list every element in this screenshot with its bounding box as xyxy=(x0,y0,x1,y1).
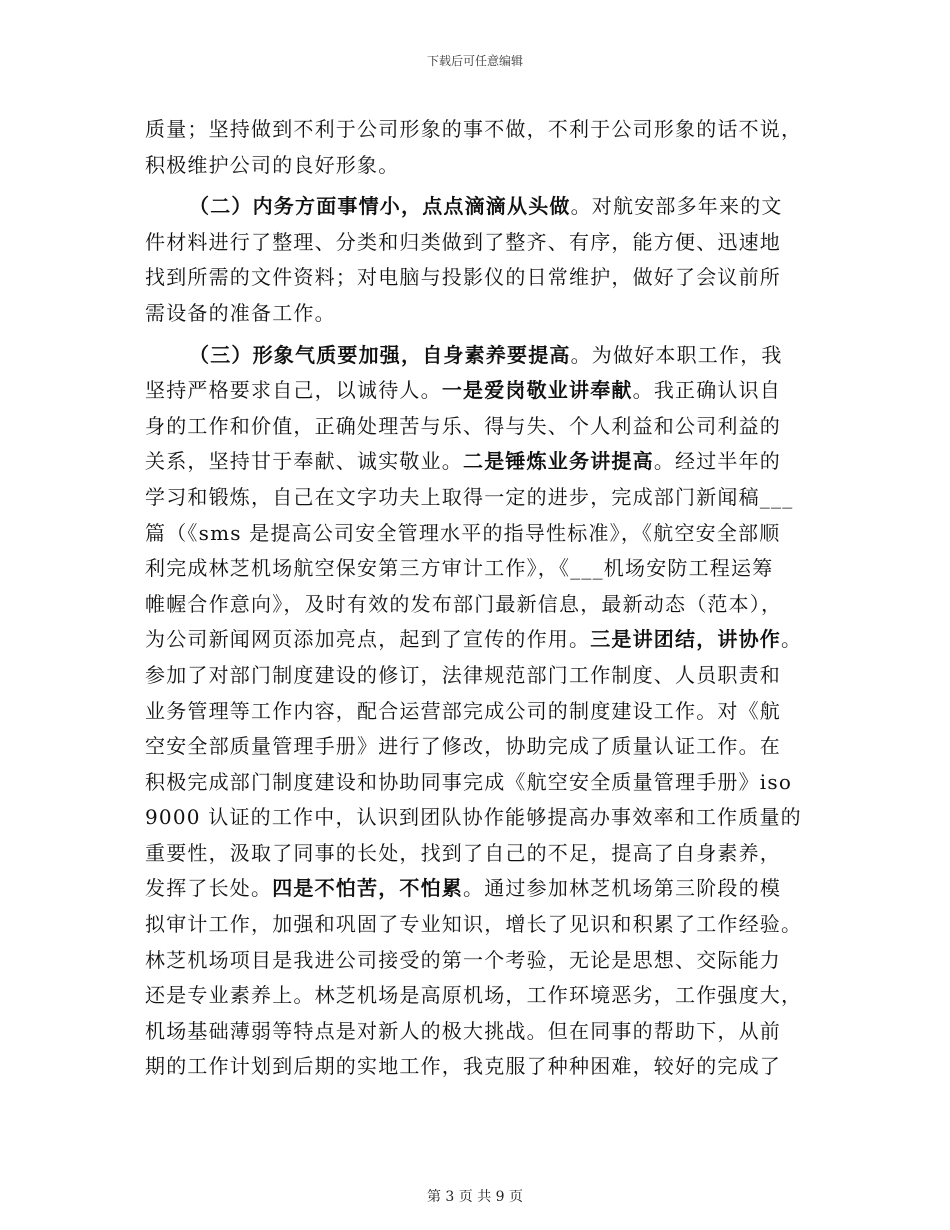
text-line xyxy=(145,409,815,445)
text-line xyxy=(145,296,815,332)
text-line xyxy=(145,112,815,148)
text-line xyxy=(145,658,815,694)
text-line xyxy=(145,836,815,872)
text-run: 需设备的准备工作。 xyxy=(145,300,336,325)
text-run: 发挥了长处。 xyxy=(145,876,273,901)
text-line xyxy=(145,765,815,801)
bold-text: 三是讲团结，讲协作 xyxy=(590,627,782,652)
text-line xyxy=(145,622,815,658)
bold-text: （二）内务方面事情小，点点滴滴从头做 xyxy=(189,194,571,219)
text-run: 身的工作和价值，正确处理苦与乐、得与失、个人利益和公司利益的 xyxy=(145,413,781,438)
text-run: 。对航安部多年来的文 xyxy=(570,194,783,219)
text-run: 利完成林芝机场航空保安第三方审计工作》，《___机场安防工程运筹 xyxy=(145,556,774,581)
text-line xyxy=(145,943,815,979)
text-run: 积极完成部门制度建设和协助同事完成《航空安全质量管理手册》iso xyxy=(145,769,793,794)
text-line xyxy=(145,729,815,765)
text-line xyxy=(145,800,815,836)
text-line xyxy=(145,907,815,943)
text-line xyxy=(145,694,815,730)
text-run: 期的工作计划到后期的实地工作，我克服了种种困难，较好的完成了 xyxy=(145,1054,781,1079)
text-line xyxy=(145,587,815,623)
bold-text: 二是锤炼业务讲提高 xyxy=(463,449,654,474)
text-line xyxy=(145,978,815,1014)
text-run: 机场基础薄弱等特点是对新人的极大挑战。但在同事的帮助下，从前 xyxy=(145,1018,781,1043)
text-run: 空安全部质量管理手册》进行了修改，协助完成了质量认证工作。在 xyxy=(145,734,781,759)
page-footer xyxy=(0,1186,950,1206)
text-line xyxy=(145,516,815,552)
text-line xyxy=(145,260,815,296)
text-run: 为公司新闻网页添加亮点，起到了宣传的作用。 xyxy=(145,627,591,652)
text-run: 。 xyxy=(781,627,803,652)
text-run: 坚持严格要求自己，以诚待人。 xyxy=(145,378,442,403)
text-run: 拟审计工作，加强和巩固了专业知识，增长了见识和积累了工作经验。 xyxy=(145,912,803,937)
text-run: 林芝机场项目是我进公司接受的第一个考验，无论是思想、交际能力 xyxy=(145,947,781,972)
text-run: 。通过参加林芝机场第三阶段的模 xyxy=(463,876,782,901)
bold-text: （三）形象气质要加强，自身素养要提高 xyxy=(189,342,571,367)
text-line xyxy=(145,148,815,184)
text-run: 还是专业素养上。林芝机场是高原机场，工作环境恶劣，工作强度大， xyxy=(145,983,803,1008)
text-run: 件材料进行了整理、分类和归类做到了整齐、有序，能方便、迅速地 xyxy=(145,229,781,254)
text-line xyxy=(145,1014,815,1050)
text-line xyxy=(145,338,815,374)
text-line xyxy=(145,480,815,516)
text-line xyxy=(145,373,815,409)
text-run: 质量；坚持做到不利于公司形象的事不做，不利于公司形象的话不说， xyxy=(145,117,803,141)
text-run: 积极维护公司的良好形象。 xyxy=(145,152,400,177)
text-line xyxy=(145,871,815,907)
text-line xyxy=(145,189,815,225)
text-run: 。经过半年的 xyxy=(653,449,782,474)
text-line xyxy=(145,551,815,587)
text-run: 9000 认证的工作中，认识到团队协作能够提高办事效率和工作质量的 xyxy=(145,805,802,830)
text-run: 重要性，汲取了同事的长处，找到了自己的不足，提高了自身素养， xyxy=(145,840,781,865)
text-run: 参加了对部门制度建设的修订，法律规范部门工作制度、人员职责和 xyxy=(145,662,781,687)
header-note: 下载后可任意编辑 xyxy=(426,54,523,68)
document-body xyxy=(145,112,815,1085)
page-number: 第 3 页 共 9 页 xyxy=(426,1189,524,1205)
text-run: 业务管理等工作内容，配合运营部完成公司的制度建设工作。对《航 xyxy=(145,698,781,723)
text-run: 。为做好本职工作，我 xyxy=(570,342,783,367)
page-header xyxy=(0,52,950,69)
text-run: 找到所需的文件资料；对电脑与投影仪的日常维护，做好了会议前所 xyxy=(145,265,781,290)
bold-text: 一是爱岗敬业讲奉献 xyxy=(441,378,633,403)
text-run: 。我正确认识自 xyxy=(632,378,782,403)
text-run: 关系，坚持甘于奉献、诚实敬业。 xyxy=(145,449,463,474)
text-line xyxy=(145,225,815,261)
text-line xyxy=(145,444,815,480)
text-line xyxy=(145,1049,815,1085)
text-run: 学习和锻炼，自己在文字功夫上取得一定的进步，完成部门新闻稿___ xyxy=(145,484,794,509)
bold-text: 四是不怕苦，不怕累 xyxy=(272,876,464,901)
text-run: 篇（《sms 是提高公司安全管理水平的指导性标准》，《航空安全部顺 xyxy=(145,520,781,545)
text-run: 帷幄合作意向》，及时有效的发布部门最新信息，最新动态（范本）， xyxy=(145,591,783,616)
